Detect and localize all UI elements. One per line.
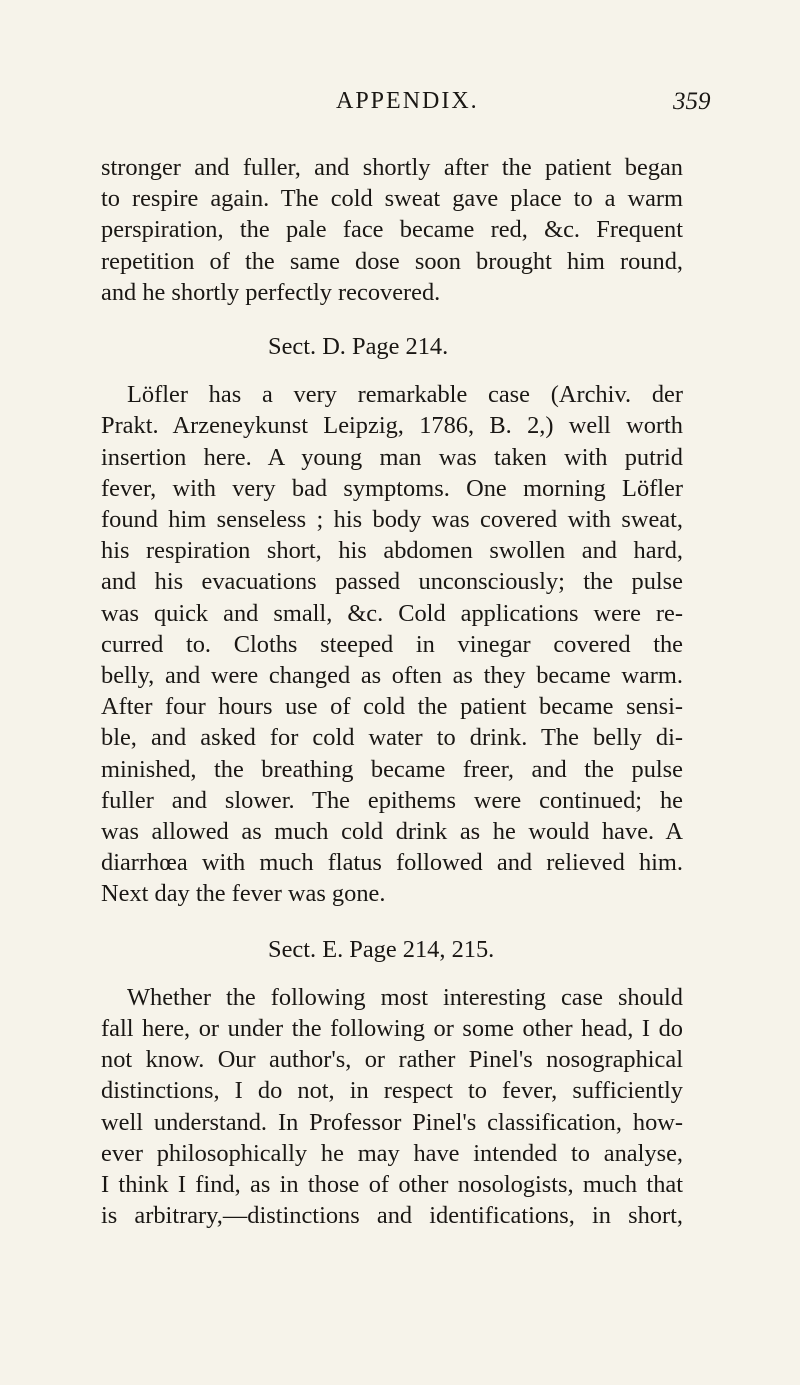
text-line: fever, with very bad symptoms. One morning Löfler xyxy=(101,474,683,502)
running-header-title: APPENDIX. xyxy=(336,88,479,114)
text-line: Whether the following most interesting case should xyxy=(127,983,683,1011)
section-heading-d: Sect. D. Page 214. xyxy=(268,333,449,361)
text-line: diarrhœa with much flatus followed and relieved him. xyxy=(101,849,683,877)
text-line: Next day the fever was gone. xyxy=(101,880,386,908)
text-line: was quick and small, &c. Cold applications were re- xyxy=(101,599,683,627)
text-line: ever philosophically he may have intended to analyse, xyxy=(101,1139,683,1167)
text-line: ble, and asked for cold water to drink. The belly di- xyxy=(101,724,683,752)
text-line: and his evacuations passed unconsciously; the pulse xyxy=(101,568,683,596)
text-line: Prakt. Arzeneykunst Leipzig, 1786, B. 2,) well worth xyxy=(101,412,683,440)
text-line: found him senseless ; his body was covered with sweat, xyxy=(101,506,683,534)
text-line: I think I find, as in those of other nosologists, much that xyxy=(101,1171,683,1199)
paragraph-section-e xyxy=(101,982,683,1232)
running-header xyxy=(0,88,800,128)
text-line: well understand. In Professor Pinel's classification, how- xyxy=(101,1108,683,1136)
text-line: Löfler has a very remarkable case (Archiv. der xyxy=(127,381,683,409)
paragraph-continued xyxy=(101,152,683,308)
text-line: is arbitrary,—distinctions and identifications, in short, xyxy=(101,1202,683,1230)
text-line: and he shortly perfectly recovered. xyxy=(101,278,441,306)
page-number: 359 xyxy=(673,88,711,115)
text-line: fuller and slower. The epithems were continued; he xyxy=(101,786,683,814)
section-heading-e: Sect. E. Page 214, 215. xyxy=(268,935,495,963)
text-line: not know. Our author's, or rather Pinel's nosographical xyxy=(101,1046,683,1074)
text-line: belly, and were changed as often as they became warm. xyxy=(101,662,683,690)
text-line: perspiration, the pale face became red, &c. Frequent xyxy=(101,216,683,244)
text-line: was allowed as much cold drink as he would have. A xyxy=(101,818,683,846)
text-line: repetition of the same dose soon brought him round, xyxy=(101,247,683,275)
page-body xyxy=(101,152,683,1232)
paragraph-section-d xyxy=(101,379,683,909)
text-line: After four hours use of cold the patient became sensi- xyxy=(101,693,683,721)
text-line: insertion here. A young man was taken with putrid xyxy=(101,443,683,471)
text-line: fall here, or under the following or some other head, I do xyxy=(101,1015,683,1043)
text-line: to respire again. The cold sweat gave place to a warm xyxy=(101,185,683,213)
text-line: curred to. Cloths steeped in vinegar covered the xyxy=(101,630,683,658)
text-line: minished, the breathing became freer, and the pulse xyxy=(101,755,683,783)
text-line: distinctions, I do not, in respect to fever, sufficiently xyxy=(101,1077,683,1105)
text-line: his respiration short, his abdomen swollen and hard, xyxy=(101,537,683,565)
text-line: stronger and fuller, and shortly after the patient began xyxy=(101,154,683,181)
